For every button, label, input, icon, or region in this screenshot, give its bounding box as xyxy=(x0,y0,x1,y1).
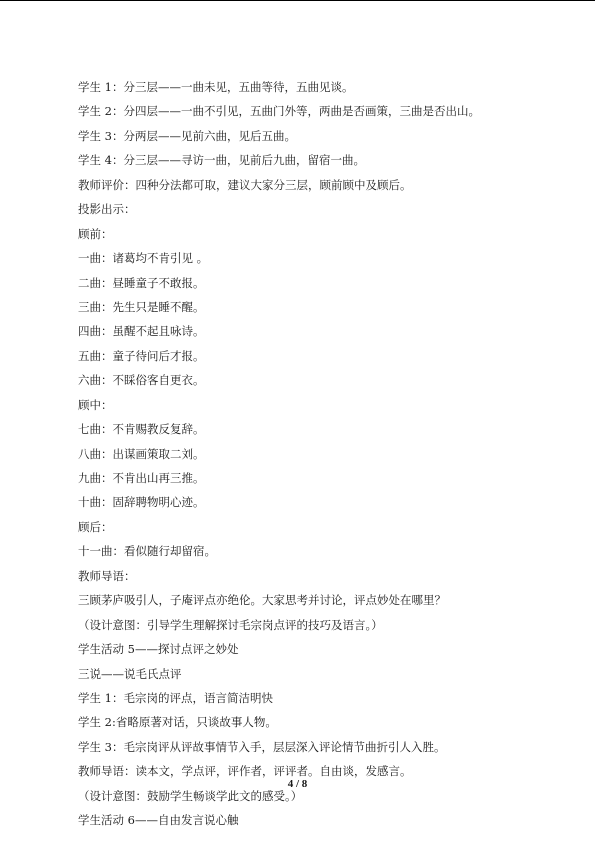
page-number: 4 / 8 xyxy=(287,778,308,790)
document-body xyxy=(78,75,538,833)
text-line: 六曲：不睬俗客自更衣。 xyxy=(78,373,205,388)
text-line: 五曲：童子待问后才报。 xyxy=(78,348,205,363)
text-line: 学生 2:省略原著对话，只谈故事人物。 xyxy=(78,715,277,730)
text-line: 四曲：虽醒不起且咏诗。 xyxy=(78,324,205,339)
text-line: 学生活动 6——自由发言说心触 xyxy=(78,813,239,828)
text-line: 十曲：固辞聘物明心迹。 xyxy=(78,495,205,510)
text-line: 学生 1：毛宗岗的评点，语言简洁明快 xyxy=(78,690,273,705)
text-line: 投影出示： xyxy=(78,202,136,217)
text-line: 学生 1：分三层——一曲未见，五曲等待，五曲见谈。 xyxy=(78,80,354,94)
text-line: 三顾茅庐吸引人，子庵评点亦绝伦。大家思考并讨论，评点妙处在哪里？ xyxy=(78,593,446,608)
text-line: 学生 3：分两层——见前六曲，见后五曲。 xyxy=(78,128,296,143)
text-line: 学生 4：分三层——寻访一曲，见前后九曲，留宿一曲。 xyxy=(78,153,365,168)
text-line: 二曲：昼睡童子不敢报。 xyxy=(78,275,205,290)
text-line: 八曲：出谋画策取二刘。 xyxy=(78,446,205,461)
text-line: 学生 2：分四层——一曲不引见，五曲门外等，两曲是否画策，三曲是否出山。 xyxy=(78,104,480,119)
text-line: 七曲：不肯赐教反复辞。 xyxy=(78,422,205,437)
text-line: 三说——说毛氏点评 xyxy=(78,666,182,681)
text-line: 教师评价：四种分法都可取，建议大家分三层，顾前顾中及顾后。 xyxy=(78,177,412,192)
text-line: （设计意图：鼓励学生畅谈学此文的感受。） xyxy=(78,788,303,803)
text-line: 顾后： xyxy=(78,519,113,534)
text-line: 九曲：不肯出山再三推。 xyxy=(78,471,205,485)
text-line: 顾前： xyxy=(78,226,113,241)
header-rule xyxy=(0,0,595,1)
text-line: 教师导语：读本文，学点评，评作者，评评者。自由谈，发感言。 xyxy=(78,764,412,779)
text-line: 学生活动 5——探讨点评之妙处 xyxy=(78,642,239,657)
text-line: （设计意图：引导学生理解探讨毛宗岗点评的技巧及语言。） xyxy=(78,617,383,632)
text-line: 学生 3：毛宗岗评从评故事情节入手，层层深入评论情节曲折引人入胜。 xyxy=(78,739,446,754)
text-line: 十一曲：看似随行却留宿。 xyxy=(78,544,216,559)
text-line: 三曲：先生只是睡不醒。 xyxy=(78,299,205,314)
text-line: 一曲：诸葛均不肯引见 。 xyxy=(78,251,209,266)
text-line: 教师导语： xyxy=(78,568,136,583)
text-line: 顾中： xyxy=(78,397,113,412)
